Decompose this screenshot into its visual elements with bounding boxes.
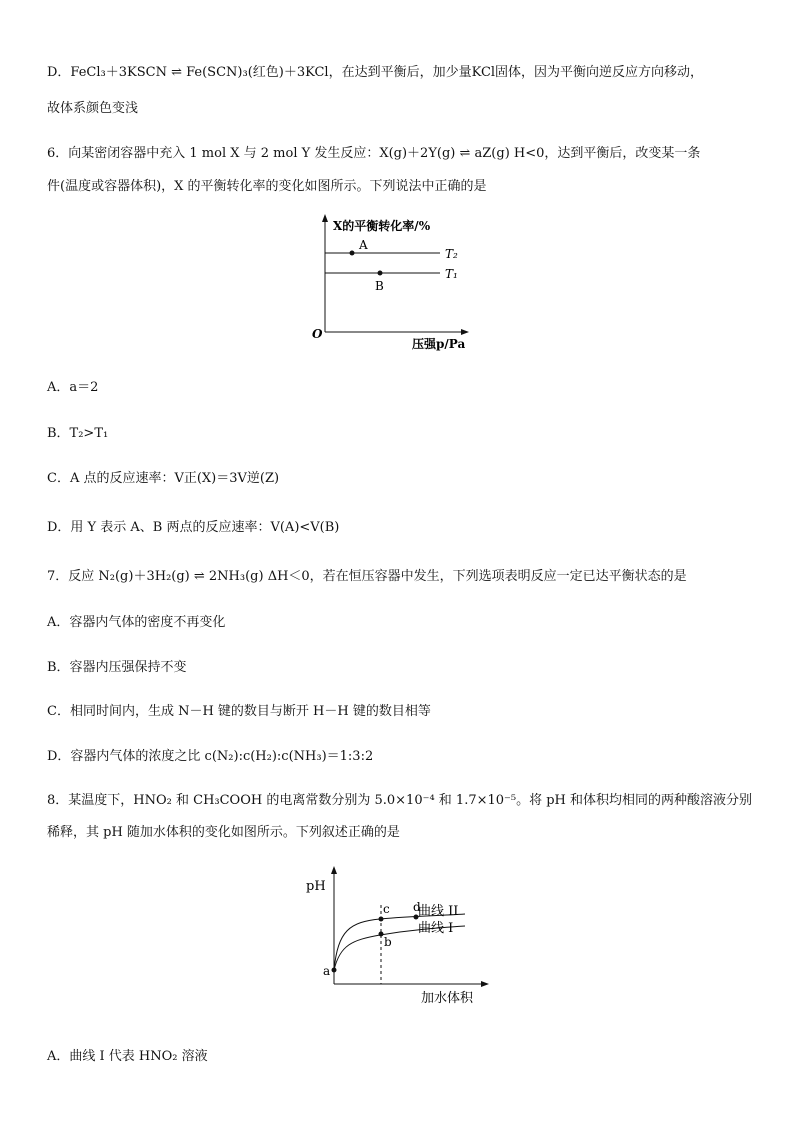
q7-option-c: C．相同时间内，生成 N－H 键的数目与断开 H－H 键的数目相等 [47, 704, 431, 719]
q8-figure [300, 860, 500, 1010]
q6-t1-label: T₁ [445, 267, 458, 281]
q8-option-a: A．曲线 I 代表 HNO₂ 溶液 [47, 1049, 208, 1064]
q8-y-label: pH [306, 879, 326, 894]
q7-stem: 7．反应 N₂(g)＋3H₂(g) ⇌ 2NH₃(g) ΔH＜0，若在恒压容器中发生，下列选项表明反应一定已达平衡状态的是 [47, 569, 687, 584]
q8-curve-ii-label: 曲线 II [418, 904, 459, 919]
q8-point-a [332, 968, 337, 973]
q6-option-c: C．A 点的反应速率：V正(X)＝3V逆(Z) [47, 471, 280, 486]
q8-point-b-label: b [384, 935, 392, 949]
q8-curve-i-label: 曲线 I [418, 921, 454, 936]
q6-stem-line1: 6．向某密闭容器中充入 1 mol X 与 2 mol Y 发生反应：X(g)＋2Y(g) ⇌ aZ(g) H<0，达到平衡后，改变某一条 [47, 146, 701, 161]
q6-t2-label: T₂ [445, 247, 458, 261]
q5-option-d-line2: 故体系颜色变浅 [47, 101, 139, 116]
q6-y-axis-arrow [322, 214, 328, 222]
q8-x-label: 加水体积 [421, 991, 474, 1006]
q6-x-axis-arrow [461, 329, 469, 335]
q6-point-b [378, 271, 383, 276]
q6-option-d: D．用 Y 表示 A、B 两点的反应速率：V(A)<V(B) [47, 520, 340, 535]
q7-option-a: A．容器内气体的密度不再变化 [47, 615, 226, 630]
q8-stem-line1: 8．某温度下，HNO₂ 和 CH₃COOH 的电离常数分别为 5.0×10⁻⁴ 和 1.7×10⁻⁵。将 pH 和体积均相同的两种酸溶液分别 [47, 793, 753, 808]
q6-origin: O [312, 327, 323, 341]
q8-y-axis-arrow [331, 866, 337, 874]
q6-option-b: B．T₂>T₁ [47, 426, 109, 441]
q5-option-d-line1: D．FeCl₃＋3KSCN ⇌ Fe(SCN)₃(红色)＋3KCl，在达到平衡后，加少量KCl固体，因为平衡向逆反应方向移动， [47, 65, 704, 80]
q6-x-label: 压强p/Pa [412, 337, 466, 351]
q6-point-b-label: B [375, 279, 384, 293]
q8-stem-line2: 稀释，其 pH 随加水体积的变化如图所示。下列叙述正确的是 [47, 825, 400, 840]
q6-figure [300, 210, 490, 355]
q8-point-d [414, 915, 419, 920]
q8-x-axis-arrow [481, 981, 489, 987]
q8-point-b [379, 932, 384, 937]
q6-stem-line2: 件(温度或容器体积)，X 的平衡转化率的变化如图所示。下列说法中正确的是 [47, 179, 487, 194]
q7-option-b: B．容器内压强保持不变 [47, 660, 187, 675]
q8-point-c [379, 917, 384, 922]
q6-point-a [350, 251, 355, 256]
q7-option-d: D．容器内气体的浓度之比 c(N₂):c(H₂):c(NH₃)＝1:3:2 [47, 749, 374, 764]
q6-point-a-label: A [359, 238, 368, 252]
q8-point-c-label: c [383, 902, 390, 916]
q8-point-a-label: a [323, 964, 331, 978]
q6-y-label: X的平衡转化率/% [333, 219, 431, 233]
q6-option-a: A．a＝2 [47, 380, 99, 395]
q8-point-d-label: d [413, 900, 421, 914]
